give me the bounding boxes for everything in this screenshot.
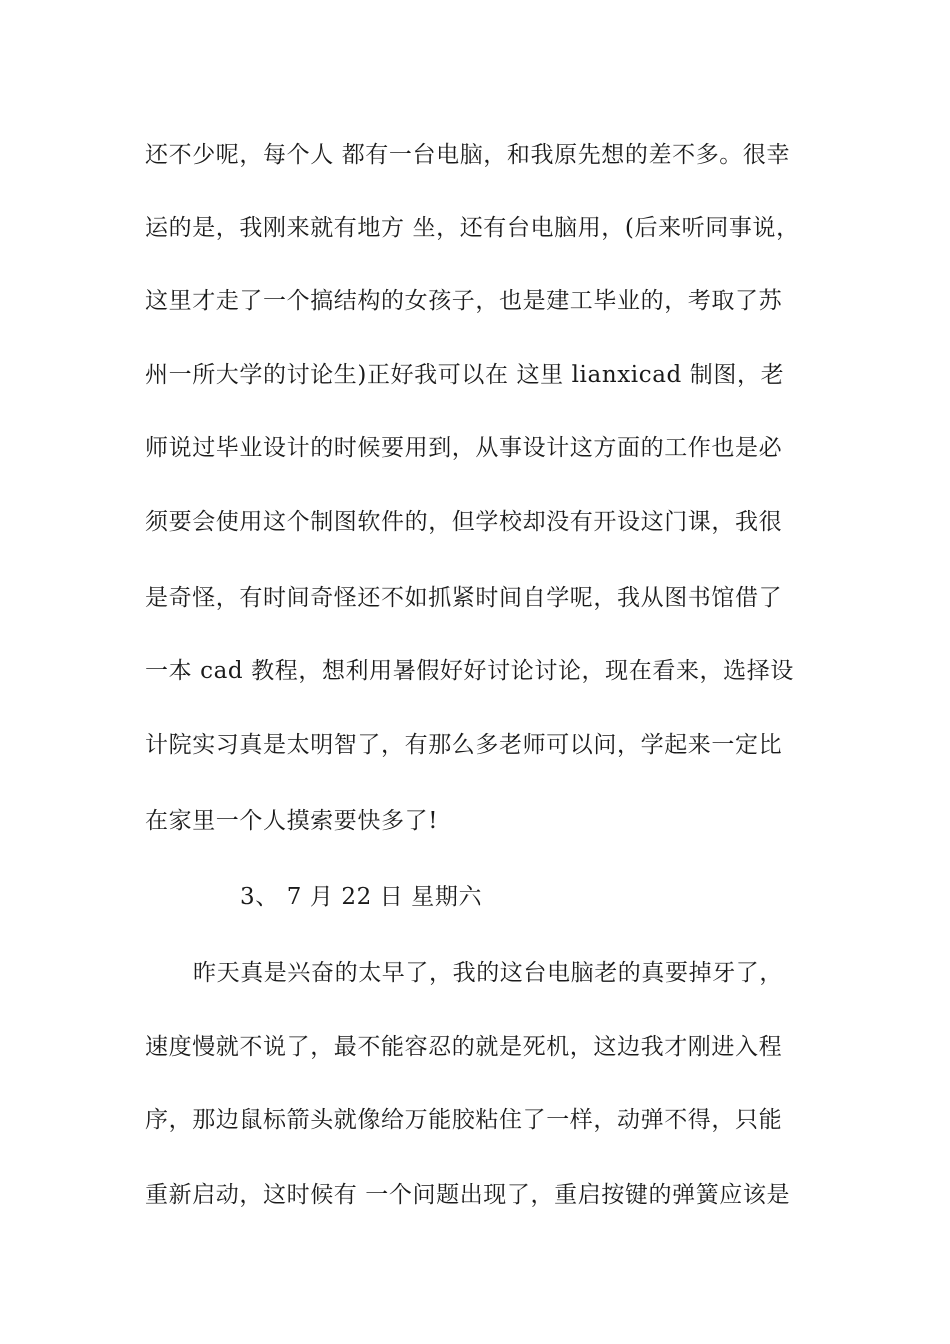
paragraph-line: 州一所大学的讨论生)正好我可以在 这里 lianxicad 制图，老 (145, 362, 785, 388)
paragraph-line: 须要会使用这个制图软件的，但学校却没有开设这门课，我很 (145, 509, 783, 535)
paragraph-line: 还不少呢，每个人 都有一台电脑，和我原先想的差不多。很幸 (145, 142, 791, 168)
paragraph-line: 序，那边鼠标箭头就像给万能胶粘住了一样，动弹不得，只能 (145, 1107, 783, 1133)
paragraph-line: 昨天真是兴奋的太早了，我的这台电脑老的真要掉牙了， (193, 960, 783, 986)
paragraph-line: 在家里一个人摸索要快多了! (145, 808, 439, 834)
paragraph-line: 重新启动，这时候有 一个问题出现了，重启按键的弹簧应该是 (145, 1182, 791, 1208)
paragraph-line: 一本 cad 教程，想利用暑假好好讨论讨论，现在看来，选择设 (145, 658, 794, 684)
paragraph-line: 这里才走了一个搞结构的女孩子，也是建工毕业的，考取了苏 (145, 288, 783, 314)
paragraph-line: 是奇怪，有时间奇怪还不如抓紧时间自学呢，我从图书馆借了 (145, 585, 783, 611)
paragraph-line: 运的是，我刚来就有地方 坐，还有台电脑用，(后来听同事说， (145, 215, 800, 241)
section-heading: 3、 7 月 22 日 星期六 (240, 884, 483, 910)
paragraph-line: 速度慢就不说了，最不能容忍的就是死机，这边我才刚进入程 (145, 1034, 783, 1060)
paragraph-line: 计院实习真是太明智了，有那么多老师可以问，学起来一定比 (145, 732, 783, 758)
paragraph-line: 师说过毕业设计的时候要用到，从事设计这方面的工作也是必 (145, 435, 783, 461)
